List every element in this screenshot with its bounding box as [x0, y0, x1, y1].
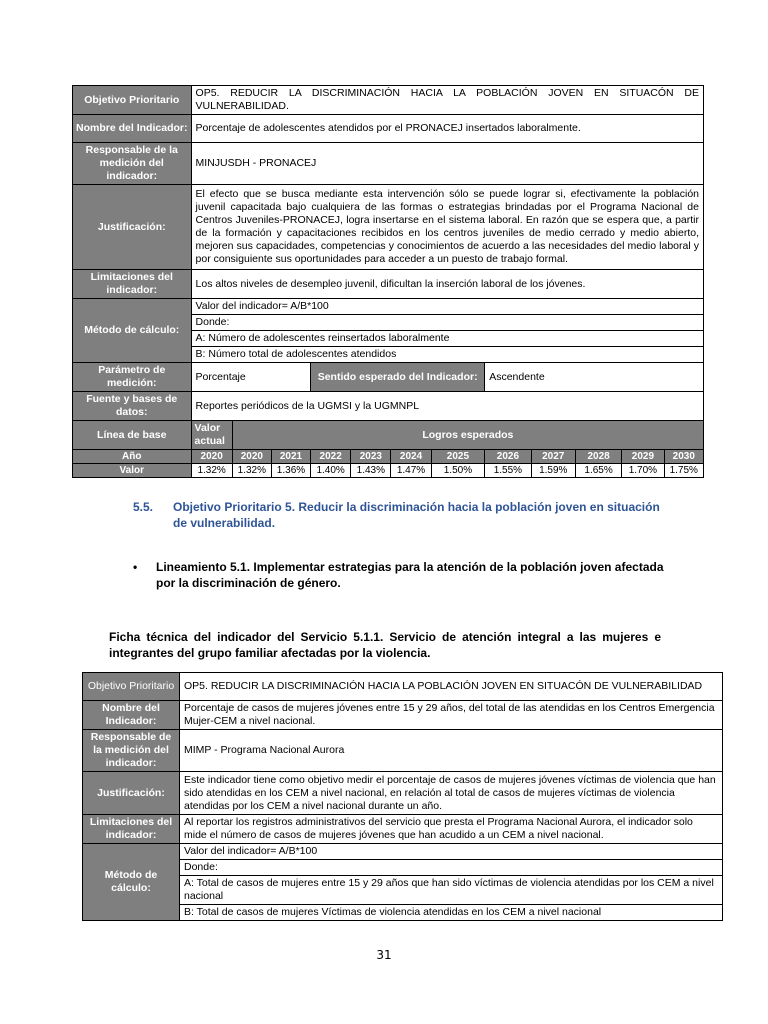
year-cell: 2020: [232, 450, 271, 464]
year-cell: 2027: [531, 450, 575, 464]
bullet-icon: •: [133, 560, 138, 574]
row-label-fuente: Fuente y bases de datos:: [73, 392, 192, 421]
row-value-justificacion: Este indicador tiene como objetivo medir el porcentaje de casos de mujeres jóvenes víctimas de violencia que han sido atendidas en los CEM a nivel nacional, en relación al total de casos de mujeres víctimas de violencia atendidas por los CEM a nivel nacional durante un año.: [180, 772, 723, 815]
metodo-line: A: Número de adolescentes reinsertados laboralmente: [191, 331, 703, 347]
table-row: [73, 363, 704, 392]
year-cell: 2023: [351, 450, 391, 464]
table-row: [73, 392, 704, 421]
year-cell: 2024: [391, 450, 431, 464]
table-row: [83, 844, 723, 860]
row-value-limitaciones: Al reportar los registros administrativos del servicio que presta el Programa Nacional Aurora, el indicador solo mide el número de casos de mujeres jóvenes que han acudido a un CEM a nivel nacional.: [180, 815, 723, 844]
table-row: [73, 299, 704, 315]
row-label-justificacion: Justificación:: [83, 772, 180, 815]
metodo-line: Donde:: [191, 315, 703, 331]
valor-actual-header: Valor actual: [191, 421, 232, 450]
section-number: 5.5.: [133, 500, 154, 514]
value-cell: 1.32%: [191, 464, 232, 478]
value-cell: 1.75%: [664, 464, 703, 478]
row-value-responsable: MIMP - Programa Nacional Aurora: [180, 730, 723, 772]
value-cell: 1.32%: [232, 464, 271, 478]
section-title: Objetivo Prioritario 5. Reducir la discriminación hacia la población joven en situación de vulnerabilidad.: [173, 500, 660, 530]
year-cell: 2021: [271, 450, 310, 464]
year-cell: 2025: [431, 450, 485, 464]
row-label-objetivo: Objetivo Prioritario: [73, 86, 192, 115]
row-label-valor: Valor: [73, 464, 192, 478]
table-row: [73, 86, 704, 115]
table-row: [73, 421, 704, 450]
sentido-label: Sentido esperado del Indicador:: [311, 363, 485, 392]
row-label-limitaciones: Limitaciones del indicador:: [83, 815, 180, 844]
table-row: [73, 270, 704, 299]
value-cell: 1.36%: [271, 464, 310, 478]
row-value-responsable: MINJUSDH - PRONACEJ: [191, 143, 703, 185]
metodo-line: B: Total de casos de mujeres Víctimas de violencia atendidas en los CEM a nivel nacional: [180, 905, 723, 921]
row-value-objetivo: OP5. REDUCIR LA DISCRIMINACIÓN HACIA LA POBLACIÓN JOVEN EN SITUACÓN DE VULNERABILIDAD: [180, 673, 723, 701]
row-value-justificacion: El efecto que se busca mediante esta intervención sólo se puede lograr si, efectivamente la población juvenil capacitada bajo cualquiera de las formas o estrategias brindadas por el Programa Nacional de Centros Juveniles-PRONACEJ, logra insertarse en el sistema laboral. En razón que se espera que, a partir de la formación y capacitaciones recibidos en los centros juveniles de medio cerrado y medio abierto, mejoren sus capacidades, competencias y conocimientos de acuerdo a las necesidades del medio laboral y por consiguiente sus oportunidades para acceder a un puesto de trabajo formal.: [191, 185, 703, 270]
year-cell: 2028: [575, 450, 621, 464]
table-row: [73, 115, 704, 143]
metodo-line: Valor del indicador= A/B*100: [180, 844, 723, 860]
value-cell: 1.65%: [575, 464, 621, 478]
value-cell: 1.40%: [311, 464, 351, 478]
year-cell: 2030: [664, 450, 703, 464]
value-cell: 1.47%: [391, 464, 431, 478]
year-cell: 2026: [485, 450, 531, 464]
ficha-title: Ficha técnica del indicador del Servicio 5.1.1. Servicio de atención integral a las mujeres e integrantes del grupo familiar afectadas por la violencia.: [109, 630, 661, 660]
page-number: 31: [376, 948, 392, 962]
table-row: [83, 701, 723, 730]
row-label-nombre: Nombre del Indicador:: [83, 701, 180, 730]
indicator-table-cem: [82, 672, 723, 921]
row-label-justificacion: Justificación:: [73, 185, 192, 270]
row-label-metodo: Método de cálculo:: [83, 844, 180, 921]
value-cell: 1.43%: [351, 464, 391, 478]
row-label-objetivo: Objetivo Prioritario: [83, 673, 180, 701]
value-cell: 1.50%: [431, 464, 485, 478]
logros-esperados-header: Logros esperados: [232, 421, 703, 450]
table-row: [83, 815, 723, 844]
row-label-nombre: Nombre del Indicador:: [73, 115, 192, 143]
row-label-parametro: Parámetro de medición:: [73, 363, 192, 392]
value-cell: 1.59%: [531, 464, 575, 478]
year-row: [73, 450, 704, 464]
value-row: [73, 464, 704, 478]
metodo-line: B: Número total de adolescentes atendidos: [191, 347, 703, 363]
year-cell: 2029: [622, 450, 664, 464]
sentido-value: Ascendente: [485, 363, 704, 392]
row-label-metodo: Método de cálculo:: [73, 299, 192, 363]
row-label-linea-base: Línea de base: [73, 421, 192, 450]
row-value-nombre: Porcentaje de casos de mujeres jóvenes entre 15 y 29 años, del total de las atendidas en los Centros Emergencia Mujer-CEM a nivel nacional.: [180, 701, 723, 730]
lineamiento-text: Lineamiento 5.1. Implementar estrategias para la atención de la población joven afectada por la discriminación de género.: [156, 560, 664, 590]
row-value-fuente: Reportes periódicos de la UGMSI y la UGMNPL: [191, 392, 703, 421]
year-cell: 2022: [311, 450, 351, 464]
row-label-limitaciones: Limitaciones del indicador:: [73, 270, 192, 299]
table-row: [83, 730, 723, 772]
metodo-line: Valor del indicador= A/B*100: [191, 299, 703, 315]
row-label-anio: Año: [73, 450, 192, 464]
row-value-nombre: Porcentaje de adolescentes atendidos por el PRONACEJ insertados laboralmente.: [191, 115, 703, 143]
table-row: [73, 143, 704, 185]
table-row: [83, 673, 723, 701]
indicator-table-pronacej: [72, 85, 704, 478]
row-label-responsable: Responsable de la medición del indicador:: [73, 143, 192, 185]
row-value-parametro: Porcentaje: [191, 363, 311, 392]
year-cell: 2020: [191, 450, 232, 464]
value-cell: 1.55%: [485, 464, 531, 478]
row-value-objetivo: OP5. REDUCIR LA DISCRIMINACIÓN HACIA LA POBLACIÓN JOVEN EN SITUACÓN DE VULNERABILIDAD.: [191, 86, 703, 115]
metodo-line: Donde:: [180, 860, 723, 876]
table-row: [83, 772, 723, 815]
value-cell: 1.70%: [622, 464, 664, 478]
metodo-line: A: Total de casos de mujeres entre 15 y 29 años que han sido víctimas de violencia atendidas por los CEM a nivel nacional: [180, 876, 723, 905]
table-row: [73, 185, 704, 270]
row-label-responsable: Responsable de la medición del indicador:: [83, 730, 180, 772]
row-value-limitaciones: Los altos niveles de desempleo juvenil, dificultan la inserción laboral de los jóvenes.: [191, 270, 703, 299]
